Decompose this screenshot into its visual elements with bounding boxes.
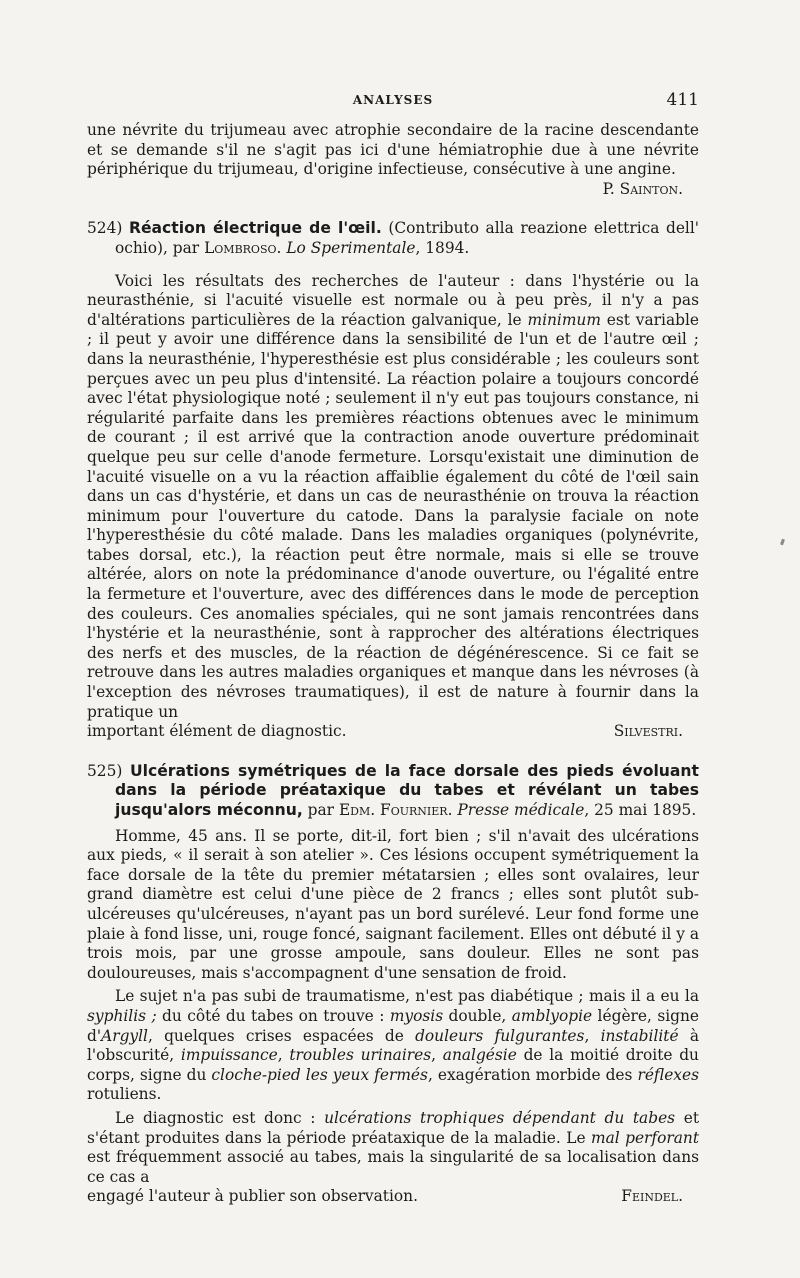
- article-number: 525): [87, 761, 123, 780]
- body-text: du côté du tabes on trouve :: [156, 1006, 390, 1025]
- body-text: Le sujet n'a pas subi de traumatisme, n'est pas diabétique ; mais il a eu la: [115, 987, 699, 1006]
- italic-term: mal perforant: [590, 1128, 700, 1147]
- article-number: 524): [87, 219, 123, 238]
- italic-term: impuissance: [180, 1046, 278, 1065]
- body-text: ,: [584, 1026, 601, 1045]
- article-525-last-line: [87, 1187, 699, 1207]
- running-title: ANALYSES: [352, 93, 434, 107]
- italic-term: réflexes: [637, 1065, 699, 1084]
- running-header: [87, 90, 699, 112]
- body-text: Voici les résultats des recherches de l'auteur : dans l'hystérie ou la neurasthénie, si l'acuité visuelle est normale ou à peu près, il n'y a pas d'altérations particulières de la réaction galvanique, le: [87, 271, 699, 329]
- author-initial: Edm.: [338, 801, 381, 819]
- body-text: ,: [431, 1046, 443, 1065]
- body-text: , quelques crises espacées de: [147, 1026, 416, 1045]
- body-text: , exagération morbide des: [427, 1065, 638, 1084]
- italic-term: analgésie: [442, 1046, 517, 1065]
- body-text: rotuliens.: [87, 1085, 162, 1104]
- separator: .: [276, 238, 287, 257]
- separator: .: [447, 801, 458, 819]
- italic-term: syphilis ;: [87, 1006, 157, 1025]
- by-text: par: [302, 801, 339, 819]
- article-525-para-3: [87, 1109, 699, 1187]
- italic-term: douleurs fulgurantes: [415, 1026, 585, 1045]
- article-title: Réaction électrique de l'œil.: [128, 219, 382, 238]
- journal-date: , 25 mai 1895.: [584, 801, 697, 819]
- page-number: 411: [666, 90, 699, 110]
- body-text: Le diagnostic est donc :: [115, 1108, 325, 1127]
- article-525-para-2: [87, 987, 699, 1105]
- body-text: à l'obscurité,: [87, 1026, 699, 1065]
- body-text: légère, signe d': [87, 1006, 700, 1045]
- article-524-last-line: [87, 722, 699, 742]
- article-subtitle: (Contributo alla reazione elettrica dell' ochio), par: [115, 219, 700, 257]
- article-524-heading: [87, 219, 699, 258]
- signature-sainton: P. Sainton.: [602, 179, 683, 198]
- article-author: Lombroso: [204, 238, 277, 257]
- italic-term: myosis: [389, 1006, 444, 1025]
- article-title: Ulcérations symétriques de la face dorsale des pieds évoluant dans la période préataxique du tabes et révélant un tabes jusqu'alors méconnu,: [115, 761, 699, 819]
- body-text: important élément de diagnostic.: [87, 722, 347, 741]
- body-text: double,: [443, 1006, 512, 1025]
- italic-term: ulcérations trophiques dépendant du tabes: [324, 1108, 676, 1127]
- article-author: Fournier: [380, 801, 448, 819]
- article-525-heading: [87, 762, 699, 821]
- article-525-para-1: Homme, 45 ans. Il se porte, dit-il, fort bien ; s'il n'avait des ulcérations aux pieds, « il serait à son atelier ». Ces lésions occupent symétriquement la face dorsale de la tête du premier métatarsien ; elles sont ovalaires, leur grand diamètre est celui d'une pièce de 2 francs ; elles sont plutôt sub-ulcéreuses qu'ulcéreuses, n'ayant pas un bord surélevé. Leur fond forme une plaie à fond lisse, uni, rouge foncé, saignant facilement. Elles ont débuté il y a trois mois, par une grosse ampoule, sans douleur. Elles ne sont pas douloureuses, mais s'accompagnent d'une sensation de froid.: [87, 826, 699, 982]
- article-524-body: [87, 272, 699, 723]
- journal-name: Presse médicale: [457, 801, 585, 819]
- signature-feindel: Feindel.: [621, 1187, 683, 1206]
- journal-year: , 1894.: [415, 238, 470, 257]
- italic-term: troubles urinaires: [289, 1046, 432, 1065]
- body-text: est variable ; il peut y avoir une différence dans la sensibilité de l'un et de l'autre œil ; dans la neurasthénie, l'hyperesthésie est plus considérable ; les couleurs sont perçues avec un peu plus d'intensité. La réaction polaire a toujours concordé avec l'état physiologique noté ; seulement il n'y eut pas toujours constance, ni régularité parfaite dans les premières réactions obtenues avec le minimum de courant ; il est arrivé que la contraction anode ouverture prédominait quelque peu sur celle d'anode fermeture. Lorsqu'existait une diminution de l'acuité visuelle on a vu la réaction affaiblie également du côté de l'œil sain dans un cas d'hystérie, et dans un cas de neurasthénie on trouva la réaction minimum pour l'ouverture du catode. Dans la paralysie faciale on note l'hyperesthésie du côté malade. Dans les maladies organiques (polynévrite, tabes dorsal, etc.), la réaction peut être normale, mais si elle se trouve altérée, alors on note la prédominance d'anode ouverture, ou l'égalité entre la fermeture et l'ouverture, avec des différences dans le mode de perception des couleurs. Ces anomalies spéciales, qui ne sont jamais rencontrées dans l'hystérie et la neurasthénie, sont à rapprocher des altérations électriques des nerfs et des muscles, de la réaction de dégénérescence. Si ce fait se retrouve dans les autres maladies organiques et manque dans les névroses (à l'exception des névroses traumatiques), il est de nature à fournir dans la pratique un: [87, 310, 699, 721]
- body-text: ,: [277, 1046, 290, 1065]
- italic-term: Argyll: [101, 1026, 148, 1045]
- signature-silvestri: Silvestri.: [613, 722, 683, 741]
- continued-paragraph: une névrite du trijumeau avec atrophie secondaire de la racine descendante et se demande s'il ne s'agit pas ici d'une hémiatrophie due à une névrite périphérique du trijumeau, d'origine infectieuse, consécutive à une angine.: [87, 121, 699, 179]
- ink-speck: [780, 539, 785, 546]
- page-content: [87, 121, 699, 1207]
- body-text: de la moitié droite du corps, signe du: [87, 1046, 699, 1084]
- journal-name: Lo Sperimentale: [286, 238, 416, 257]
- italic-term: cloche-pied les yeux fermés: [211, 1065, 428, 1084]
- body-text: et s'étant produites dans la période préataxique de la maladie. Le: [87, 1108, 700, 1147]
- italic-term: amblyopie: [511, 1006, 593, 1025]
- body-text: engagé l'auteur à publier son observation.: [87, 1187, 418, 1206]
- italic-term: minimum: [527, 310, 601, 329]
- body-text: est fréquemment associé au tabes, mais la singularité de sa localisation dans ce cas a: [87, 1148, 699, 1186]
- italic-term: instabilité: [600, 1026, 679, 1045]
